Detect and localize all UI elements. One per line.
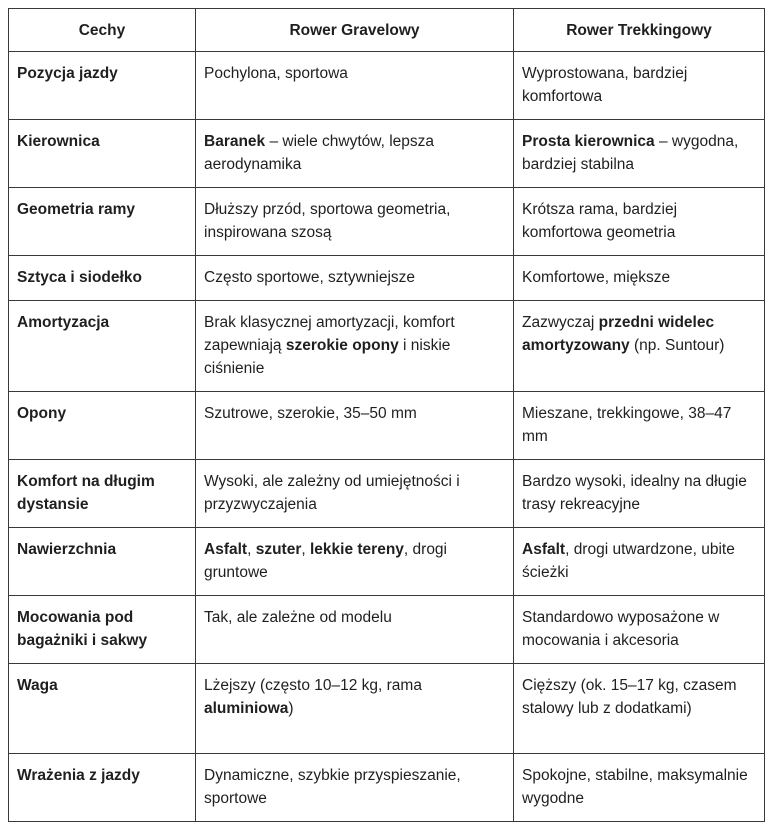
- feature-cell: Geometria ramy: [9, 188, 196, 256]
- cell-text: Krótsza rama, bardziej komfortowa geometria: [522, 201, 678, 241]
- table-row: [9, 460, 765, 528]
- feature-cell: Mocowania pod bagażniki i sakwy: [9, 596, 196, 664]
- header-features: Cechy: [9, 9, 196, 52]
- bold-text: Baranek: [204, 133, 266, 150]
- cell-text: Szutrowe, szerokie, 35–50 mm: [204, 405, 417, 422]
- cell-text: Zazwyczaj: [522, 314, 599, 331]
- bold-text: szuter: [255, 541, 302, 558]
- feature-cell: Komfort na długim dystansie: [9, 460, 196, 528]
- cell-text: Często sportowe, sztywniejsze: [204, 269, 416, 286]
- trekking-cell: [514, 392, 765, 460]
- bold-text: lekkie tereny: [309, 541, 404, 558]
- gravel-cell: [196, 664, 514, 754]
- cell-text: (np. Suntour): [629, 337, 725, 354]
- table-row: [9, 528, 765, 596]
- cell-text: Dłuższy przód, sportowa geometria, inspirowana szosą: [204, 201, 451, 241]
- trekking-cell: [514, 256, 765, 301]
- table-header-row: [9, 9, 765, 52]
- feature-cell: Nawierzchnia: [9, 528, 196, 596]
- cell-text: – wiele chwytów, lepsza aerodynamika: [204, 133, 435, 173]
- table-row: [9, 301, 765, 392]
- cell-text: Dynamiczne, szybkie przyspieszanie, sportowe: [204, 767, 461, 807]
- cell-text: Pochylona, sportowa: [204, 65, 348, 82]
- gravel-cell: [196, 256, 514, 301]
- gravel-cell: [196, 301, 514, 392]
- bold-text: przedni widelec amortyzowany: [522, 314, 715, 354]
- trekking-cell: [514, 120, 765, 188]
- gravel-cell: [196, 528, 514, 596]
- table-row: [9, 664, 765, 754]
- bold-text: aluminiowa: [204, 700, 289, 717]
- cell-text: Bardzo wysoki, idealny na długie trasy rekreacyjne: [522, 473, 747, 513]
- table-row: [9, 256, 765, 301]
- header-trekking: Rower Trekkingowy: [514, 9, 765, 52]
- table-row: [9, 596, 765, 664]
- cell-text: Spokojne, stabilne, maksymalnie wygodne: [522, 767, 748, 807]
- bold-text: szerokie opony: [285, 337, 399, 354]
- cell-text: – wygodna, bardziej stabilna: [522, 133, 739, 173]
- cell-text: Wyprostowana, bardziej komfortowa: [522, 65, 688, 105]
- trekking-cell: [514, 528, 765, 596]
- feature-cell: Kierownica: [9, 120, 196, 188]
- trekking-cell: [514, 188, 765, 256]
- cell-text: Mieszane, trekkingowe, 38–47 mm: [522, 405, 732, 445]
- cell-text: , drogi utwardzone, ubite ścieżki: [522, 541, 735, 581]
- gravel-cell: [196, 120, 514, 188]
- table-row: [9, 754, 765, 822]
- header-gravel: Rower Gravelowy: [196, 9, 514, 52]
- comparison-table: [8, 8, 765, 822]
- feature-cell: Wrażenia z jazdy: [9, 754, 196, 822]
- cell-text: ,: [301, 541, 310, 558]
- trekking-cell: [514, 596, 765, 664]
- trekking-cell: [514, 754, 765, 822]
- trekking-cell: [514, 460, 765, 528]
- bold-text: Prosta kierownica: [522, 133, 655, 150]
- trekking-cell: [514, 664, 765, 754]
- cell-text: , drogi gruntowe: [204, 541, 448, 581]
- cell-text: i niskie ciśnienie: [204, 337, 451, 377]
- bold-text: Asfalt: [522, 541, 566, 558]
- cell-text: Standardowo wyposażone w mocowania i akcesoria: [522, 609, 720, 649]
- feature-cell: Waga: [9, 664, 196, 754]
- cell-text: ): [288, 700, 294, 717]
- gravel-cell: [196, 460, 514, 528]
- gravel-cell: [196, 392, 514, 460]
- trekking-cell: [514, 301, 765, 392]
- feature-cell: Amortyzacja: [9, 301, 196, 392]
- gravel-cell: [196, 52, 514, 120]
- trekking-cell: [514, 52, 765, 120]
- gravel-cell: [196, 754, 514, 822]
- feature-cell: Sztyca i siodełko: [9, 256, 196, 301]
- table-row: [9, 392, 765, 460]
- cell-text: Brak klasycznej amortyzacji, komfort zapewniają: [204, 314, 455, 354]
- cell-text: Cięższy (ok. 15–17 kg, czasem stalowy lub z dodatkami): [522, 677, 737, 717]
- cell-text: Wysoki, ale zależny od umiejętności i przyzwyczajenia: [204, 473, 460, 513]
- table-row: [9, 120, 765, 188]
- cell-text: Lżejszy (często 10–12 kg, rama: [204, 677, 422, 694]
- gravel-cell: [196, 596, 514, 664]
- bold-text: Asfalt: [204, 541, 248, 558]
- table-row: [9, 188, 765, 256]
- table-row: [9, 52, 765, 120]
- cell-text: Komfortowe, miększe: [522, 269, 671, 286]
- cell-text: Tak, ale zależne od modelu: [204, 609, 392, 626]
- feature-cell: Opony: [9, 392, 196, 460]
- feature-cell: Pozycja jazdy: [9, 52, 196, 120]
- gravel-cell: [196, 188, 514, 256]
- cell-text: ,: [247, 541, 256, 558]
